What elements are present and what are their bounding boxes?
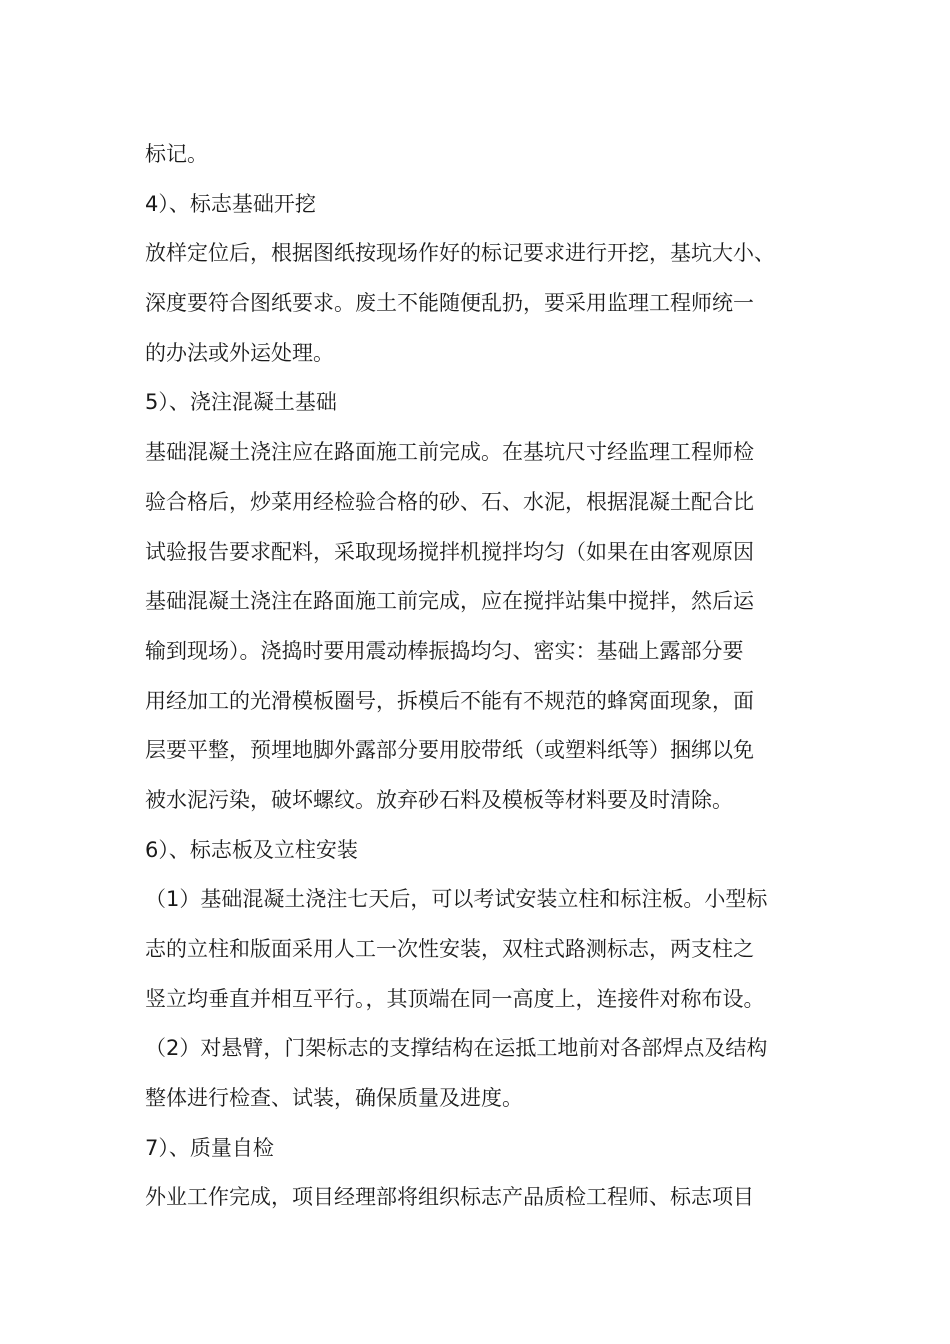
text-line: 的办法或外运处理。: [145, 340, 334, 365]
text-line: （1）基础混凝土浇注七天后，可以考试安装立柱和标注板。小型标: [145, 887, 768, 912]
section-heading-4: 4）、标志基础开挖: [145, 191, 316, 216]
text-line: 被水泥污染，破坏螺纹。放弃砂石料及模板等材料要及时清除。: [145, 787, 733, 812]
text-line: 放样定位后，根据图纸按现场作好的标记要求进行开挖，基坑大小、: [145, 241, 775, 266]
text-line-continuation: 标记。: [145, 142, 208, 166]
text-line: （2）对悬臂，门架标志的支撑结构在运抵工地前对各部焊点及结构: [145, 1036, 768, 1061]
text-line: 志的立柱和版面采用人工一次性安装，双柱式路测标志，两支柱之: [145, 937, 754, 961]
text-line: 层要平整，预埋地脚外露部分要用胶带纸（或塑料纸等）捆绑以免: [145, 738, 754, 763]
text-line: 输到现场）。浇捣时要用震动棒振捣均匀、密实：基础上露部分要: [145, 638, 744, 663]
text-line: 试验报告要求配料，采取现场搅拌机搅拌均匀（如果在由客观原因: [145, 539, 754, 564]
text-line: 用经加工的光滑模板圈号，拆模后不能有不规范的蜂窝面现象，面: [145, 688, 754, 713]
text-line: 基础混凝土浇注应在路面施工前完成。在基坑尺寸经监理工程师检: [145, 440, 754, 465]
document-body: [145, 130, 825, 1223]
text-line: 基础混凝土浇注在路面施工前完成，应在搅拌站集中搅拌，然后运: [145, 589, 754, 614]
text-line: 验合格后，炒菜用经检验合格的砂、石、水泥，根据混凝土配合比: [145, 489, 754, 514]
text-line: 整体进行检查、试装，确保质量及进度。: [145, 1086, 523, 1111]
text-line: 深度要符合图纸要求。废土不能随便乱扔，要采用监理工程师统一: [145, 291, 754, 316]
text-line: 外业工作完成，项目经理部将组织标志产品质检工程师、标志项目: [145, 1185, 754, 1210]
section-heading-5: 5）、浇注混凝土基础: [145, 390, 337, 415]
section-heading-7: 7）、质量自检: [145, 1135, 274, 1160]
text-line: 竖立均垂直并相互平行。，其顶端在同一高度上，连接件对称布设。: [145, 986, 765, 1011]
section-heading-6: 6）、标志板及立柱安装: [145, 837, 358, 862]
